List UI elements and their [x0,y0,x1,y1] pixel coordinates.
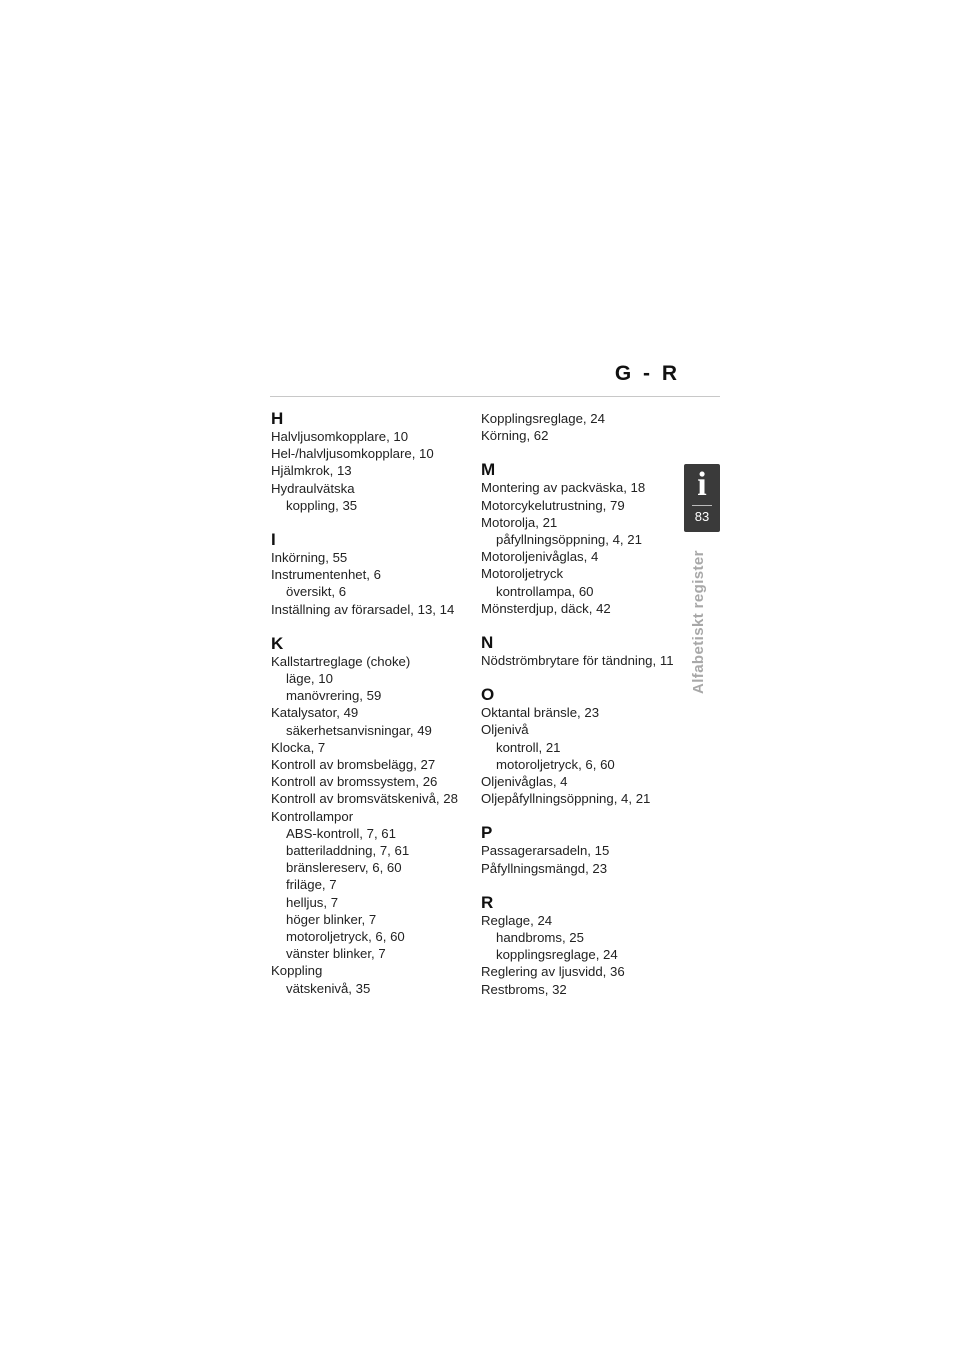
index-entry: Restbroms, 32 [481,981,567,997]
page-header-range: G - R [614,362,680,385]
index-subentry: handbroms, 25 [496,930,584,946]
index-subentry: säkerhetsanvisningar, 49 [286,722,432,738]
index-entry: Motorcykelutrustning, 79 [481,497,625,513]
index-entry: Inkörning, 55 [271,550,348,566]
section-letter-heading: P [481,823,493,843]
index-entry: Reglage, 24 [481,912,553,928]
info-i-icon: i [697,466,707,503]
index-entry: Kopplingsreglage, 24 [481,411,605,426]
index-entry: Oktantal bränsle, 23 [481,705,600,721]
index-entry: Kontrollampor [271,808,354,824]
section-letter-heading: R [481,892,494,912]
index-entry: Hjälmkrok, 13 [271,463,352,479]
tab-divider [692,505,712,506]
section-letter-heading: K [271,633,284,653]
index-section [481,634,681,669]
index-subentry: vänster blinker, 7 [286,946,386,962]
section-letter-heading: N [481,633,494,653]
index-subentry: ABS-kontroll, 7, 61 [286,825,396,841]
index-section [481,410,681,444]
index-section [481,686,681,807]
index-subentry: manövrering, 59 [286,688,382,704]
index-entry: Katalysator, 49 [271,705,359,721]
index-subentry: höger blinker, 7 [286,911,377,927]
index-entry: Motoroljenivåglas, 4 [481,549,599,565]
index-entry: Oljepåfyllningsöppning, 4, 21 [481,791,651,807]
index-entry: Motorolja, 21 [481,514,558,530]
index-entry: Kontroll av bromsbelägg, 27 [271,757,436,773]
index-entry: Klocka, 7 [271,739,326,755]
index-subentry: kontrollampa, 60 [496,583,594,599]
section-tab [684,464,720,532]
index-subentry: påfyllningsöppning, 4, 21 [496,532,642,548]
index-column-right [481,410,681,1015]
index-subentry: översikt, 6 [286,584,347,600]
index-entry: Instrumentenhet, 6 [271,567,381,583]
index-entry: Koppling [271,963,323,979]
index-subentry: motoroljetryck, 6, 60 [496,756,615,772]
index-entry: Kallstartreglage (choke) [271,653,411,669]
index-entry: Kontroll av bromssystem, 26 [271,774,438,790]
section-letter-heading: I [271,530,276,550]
index-subentry: batteriladdning, 7, 61 [286,843,410,859]
index-entry: Motoroljetryck [481,566,564,582]
index-entry: Passagerarsadeln, 15 [481,843,610,859]
index-entry: Montering av packväska, 18 [481,480,646,496]
header-divider [270,396,720,397]
index-entry: Mönsterdjup, däck, 42 [481,600,611,616]
index-section [481,824,681,876]
section-letter-heading: M [481,460,496,480]
chapter-label: Alfabetiskt register [690,550,707,694]
index-subentry: kopplingsreglage, 24 [496,947,618,963]
index-subentry: vätskenivå, 35 [286,980,371,996]
index-column-left [271,410,476,1014]
index-subentry: koppling, 35 [286,497,358,513]
index-entry: Inställning av förarsadel, 13, 14 [271,601,455,617]
index-entry: Hel-/halvljusomkopplare, 10 [271,446,434,462]
index-subentry: friläge, 7 [286,877,337,893]
index-entry: Hydraulvätska [271,480,355,496]
section-letter-heading: H [271,409,284,428]
index-entry: Oljenivåglas, 4 [481,774,568,790]
index-entry: Halvljusomkopplare, 10 [271,429,409,444]
index-subentry: motoroljetryck, 6, 60 [286,929,405,945]
index-section [271,531,476,618]
section-letter-heading: O [481,685,495,705]
index-subentry: läge, 10 [286,671,333,687]
index-section [481,461,681,617]
index-entry: Reglering av ljusvidd, 36 [481,964,625,980]
index-entry: Kontroll av bromsvätskenivå, 28 [271,791,458,807]
index-subentry: helljus, 7 [286,894,339,910]
index-entry: Oljenivå [481,722,529,738]
index-section [481,894,681,998]
index-section [271,410,476,514]
index-entry: Körning, 62 [481,428,549,444]
index-entry: Nödströmbrytare för tändning, 11 [481,653,674,669]
page-number: 83 [694,509,710,524]
index-entry: Påfyllningsmängd, 23 [481,860,608,876]
index-section [271,635,476,997]
index-subentry: bränslereserv, 6, 60 [286,860,402,876]
index-subentry: kontroll, 21 [496,739,561,755]
